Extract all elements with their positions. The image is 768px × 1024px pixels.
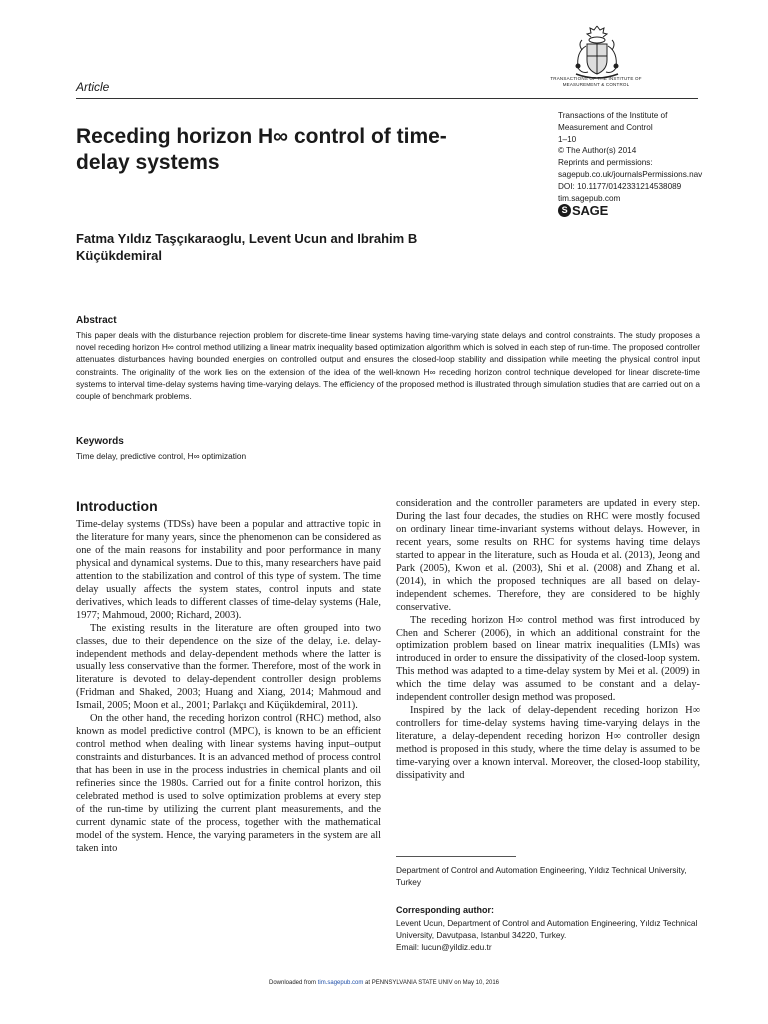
paragraph: Time-delay systems (TDSs) have been a popular and attractive topic in the literature for many years, since the phenomenon can be considered as one of the main reasons for instability and poor performance in many physical and dynamical systems. Due to this, many researchers have paid attention to the stabilization and control of this type of system. The time delay usually affects the system states, control inputs and state derivatives, which leads to different classes of time-delay systems (Hale, 1977; Mahmoud, 2000; Richard, 2003). xyxy=(76,519,381,621)
paragraph: The receding horizon H∞ control method was first introduced by Chen and Scherer (2006), in which an additional constraint for the optimization problem based on linear matrix inequalities (LMIs) was introduced in order to ensure the dissipativity of the closed-loop system. This method was adapted to a time-delay system by Mei et al. (2009) in which the time delay was assumed to be constant and a delay-independent controller design method was proposed. xyxy=(396,614,700,704)
footnote-rule xyxy=(396,856,516,857)
body-column-left xyxy=(76,519,381,856)
author-affiliation: Department of Control and Automation Engineering, Yıldız Technical University, Turkey xyxy=(396,865,687,888)
journal-info-line: 1–10 xyxy=(558,134,577,144)
sage-mark-icon: S xyxy=(558,204,571,217)
paragraph: The existing results in the literature are often grouped into two classes, due to their dependence on the size of the delay, i.e. delay-independent methods and delay-dependent methods where the latter is usually less conservative than the former. Therefore, most of the work in literature is devoted to delay-dependent controller design problems (Fridman and Shaked, 2003; Huang and Xiang, 2014; Mahmoud and Ismail, 2005; Moon et al., 2001; Parlakçı and Küçükdemiral, 2011). xyxy=(76,622,381,712)
corresponding-author-heading: Corresponding author: xyxy=(396,905,494,915)
sage-logo xyxy=(558,203,608,218)
download-source-link[interactable]: tim.sagepub.com xyxy=(317,980,364,986)
download-note-prefix: Downloaded from xyxy=(268,980,318,986)
download-note-suffix: at PENNSYLVANIA STATE UNIV on May 10, 2016 xyxy=(363,980,500,986)
abstract-text: This paper deals with the disturbance rejection problem for discrete-time linear systems having time-varying state delays and control constraints. The study proposes a novel receding horizon H∞ control method utilizing a linear matrix inequality based optimization algorithm which is solved in each step of run-time. The proposed controller attenuates disturbances having bounded energies on controlled output and ensures the closed-loop stability and dissipation while meeting the physical control input constraints. The originality of the work lies on the extension of the idea of the well-known H∞ receding horizon control technique developed for linear discrete-time systems to interval time-delay systems having time-varying delays. The efficiency of the proposed method is illustrated through simulation studies that are carried out on a couple of benchmark problems. xyxy=(76,330,700,402)
keywords-heading: Keywords xyxy=(76,436,124,447)
journal-info-line: © The Author(s) 2014 xyxy=(558,146,637,156)
doi-link[interactable]: DOI: 10.1177/0142331214538089 xyxy=(558,181,682,191)
journal-info-block xyxy=(558,110,728,204)
keywords-text: Time delay, predictive control, H∞ optimization xyxy=(76,451,247,461)
corresponding-author-address: Levent Ucun, Department of Control and Automation Engineering, Yıldız Technical University, Davutpasa, Istanbul 34220, Turkey. xyxy=(396,918,698,941)
abstract-heading: Abstract xyxy=(76,315,117,326)
corresponding-author-details xyxy=(396,917,700,954)
permissions-link[interactable]: sagepub.co.uk/journalsPermissions.nav xyxy=(558,169,703,179)
paper-title: Receding horizon H∞ control of time-delay systems xyxy=(76,125,447,174)
header-rule xyxy=(76,98,698,99)
paragraph: Inspired by the lack of delay-dependent receding horizon H∞ controllers for time-delay systems having time-varying delays in the literature, a delay-dependent receding horizon H∞ controller design method is proposed in this study, where the time delay is assumed to be time-varying over a known interval. Moreover, the closed-loop stability, dissipativity and xyxy=(396,705,700,782)
journal-info-line: Transactions of the Institute of xyxy=(558,111,668,120)
paragraph: On the other hand, the receding horizon control (RHC) method, also known as model predictive control (MPC), is known to be an efficient control method when dealing with linear systems having input–output constraints and disturbances. It is an advanced method of process control that has been in use in the process industries in chemical plants and oil refineries since the 1980s. Carried out for a finite control horizon, this celebrated method is used to solve optimization problems at every step of the run-time by utilizing the current plant measurements, and the current dynamic state of the process, together with the mathematical model of the system. Hence, the varying parameters in the system are all taken into xyxy=(76,713,381,854)
download-note xyxy=(0,980,768,986)
corresponding-author-email[interactable]: Email: lucun@yildiz.edu.tr xyxy=(396,942,492,953)
institute-logo-text: TRANSACTIONS OF THE INSTITUTE OF MEASUREMENT & CONTROL xyxy=(550,76,642,87)
journal-info-line: Measurement and Control xyxy=(558,122,653,132)
journal-info-line: Reprints and permissions: xyxy=(558,158,653,168)
journal-url-link[interactable]: tim.sagepub.com xyxy=(558,193,621,203)
body-column-right xyxy=(396,498,700,783)
section-heading-introduction: Introduction xyxy=(76,498,158,514)
paragraph: consideration and the controller parameters are updated in every step. During the last four decades, the studies on RHC were mostly focused on ordinary linear time-invariant systems without delays. However, in recent years, some results on RHC for systems having time delays started to appear in the literature, such as Houda et al. (2013), Jeong and Park (2005), Kwon et al. (2003), Shi et al. (2008) and Zhang et al. (2014), in which the proposed techniques are all based on delay-independent schemes. Therefore, they are considered to be highly conservative. xyxy=(396,498,700,613)
author-list: Fatma Yıldız Taşçıkaraoglu, Levent Ucun and Ibrahim B Küçükdemiral xyxy=(76,231,418,263)
article-type-label: Article xyxy=(76,80,110,94)
sage-wordmark: SAGE xyxy=(572,203,609,218)
